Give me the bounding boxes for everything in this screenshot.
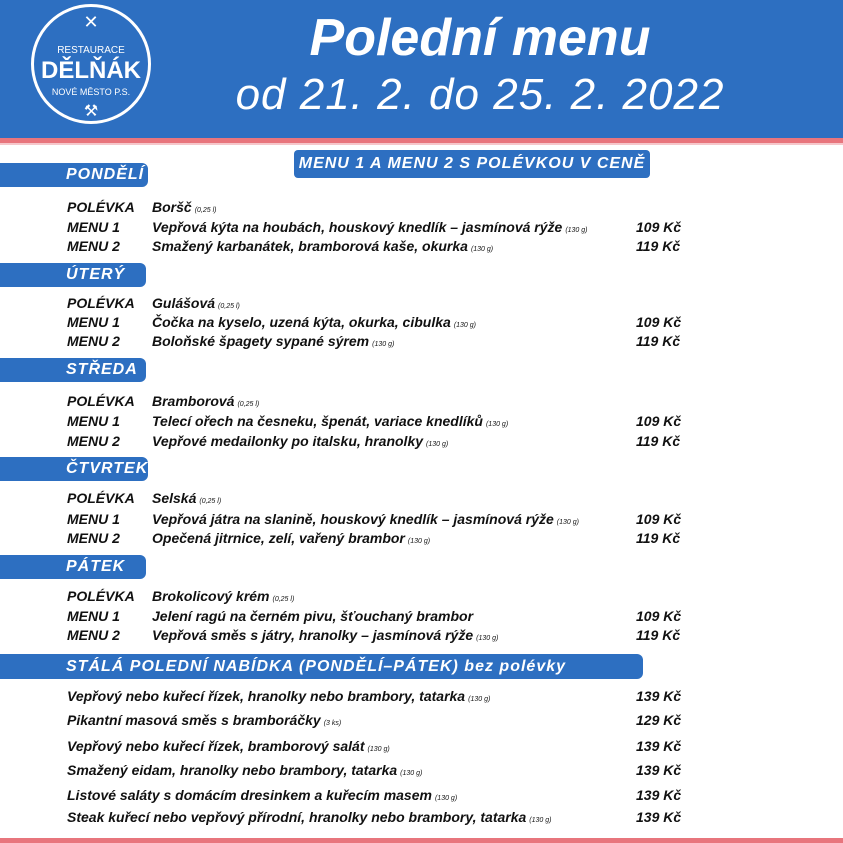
date-range: od 21. 2. do 25. 2. 2022 (235, 70, 725, 119)
day-tag-patek: PÁTEK (0, 555, 146, 579)
dish-name: Vepřový nebo kuřecí řízek, bramborový salát (67, 738, 365, 754)
row-label: POLÉVKA (67, 490, 135, 506)
row-label: POLÉVKA (67, 588, 135, 604)
dish-name: Opečená jitrnice, zelí, vařený brambor (152, 530, 405, 546)
fixed-price: 139 Kč (636, 762, 682, 778)
row-price: 109 Kč (636, 511, 682, 527)
menu-row-1 (0, 606, 843, 626)
dish-name: Smažený karbanátek, bramborová kaše, okurka (152, 238, 468, 254)
fixed-item (0, 710, 843, 730)
dish-name: Boloňské špagety sypané sýrem (152, 333, 370, 349)
dish-qty: (130 g) (476, 635, 499, 642)
crossed-hammers-icon: ⚒ (83, 103, 99, 120)
row-label: MENU 1 (67, 314, 120, 330)
dish-qty: (130 g) (400, 770, 423, 777)
dish-qty: (130 g) (485, 421, 509, 428)
page-title: Polední menu (309, 9, 651, 67)
menu-row-1 (0, 217, 843, 237)
row-label: MENU 1 (67, 413, 120, 429)
row-label: MENU 2 (67, 238, 120, 254)
menu-row-1 (0, 509, 843, 529)
fixed-dish (67, 710, 341, 734)
fixed-item (0, 760, 843, 780)
row-price: 119 Kč (636, 530, 681, 546)
logo-line-3: NOVÉ MĚSTO P.S. (51, 87, 131, 97)
combo-note-banner: MENU 1 A MENU 2 S POLÉVKOU V CENĚ (294, 150, 650, 178)
day-tag-ctvrtek: ČTVRTEK (0, 457, 148, 481)
logo-name: DĚLŇÁK (41, 57, 141, 84)
dish-qty: (130 g) (468, 696, 491, 703)
fixed-dish (67, 785, 457, 809)
menu-row-2 (0, 331, 843, 351)
fixed-price: 139 Kč (636, 738, 682, 754)
fixed-dish (67, 760, 422, 784)
dish-qty: (130 g) (453, 322, 476, 329)
fixed-price: 139 Kč (636, 809, 682, 825)
dish-qty: (130 g) (372, 341, 395, 348)
dish-name: Selská (152, 490, 197, 506)
fixed-item (0, 785, 843, 805)
day-tag-utery: ÚTERÝ (0, 263, 146, 287)
dish-qty: (130 g) (367, 746, 390, 753)
row-price: 109 Kč (636, 219, 682, 235)
footer-divider (0, 838, 843, 843)
menu-row-1 (0, 312, 843, 332)
dish-qty: (0,25 l) (199, 498, 222, 505)
dish-qty: (130 g) (565, 227, 588, 234)
row-price: 119 Kč (636, 238, 681, 254)
dish-qty: (3 ks) (323, 720, 342, 727)
fixed-offer-header: STÁLÁ POLEDNÍ NABÍDKA (PONDĚLÍ–PÁTEK) bez polévky (0, 654, 643, 679)
dish-name: Gulášová (152, 295, 216, 311)
fixed-price: 139 Kč (636, 688, 682, 704)
dish-qty: (130 g) (556, 519, 579, 526)
dish-name: Jelení ragú na černém pivu, šťouchaný brambor (152, 608, 474, 624)
menu-row-soup (0, 293, 843, 313)
dish-name: Bramborová (152, 393, 235, 409)
fixed-price: 139 Kč (636, 787, 682, 803)
row-dish (152, 528, 430, 552)
dish-name: Smažený eidam, hranolky nebo brambory, tatarka (67, 762, 398, 778)
menu-row-soup (0, 197, 843, 217)
fixed-dish (67, 686, 490, 710)
fixed-item (0, 807, 843, 827)
dish-name: Vepřové medailonky po italsku, hranolky (152, 433, 424, 449)
row-label: MENU 1 (67, 511, 120, 527)
row-dish (152, 625, 498, 649)
day-tag-pondeli: PONDĚLÍ (0, 163, 148, 187)
row-dish (152, 431, 448, 455)
menu-row-2 (0, 236, 843, 256)
dish-qty: (0,25 l) (194, 207, 217, 214)
row-price: 109 Kč (636, 413, 682, 429)
dish-name: Vepřový nebo kuřecí řízek, hranolky nebo brambory, tatarka (67, 688, 466, 704)
row-price: 109 Kč (636, 608, 682, 624)
dish-name: Brokolicový krém (152, 588, 270, 604)
menu-row-soup (0, 586, 843, 606)
menu-row-2 (0, 528, 843, 548)
row-dish (152, 236, 493, 260)
menu-row-2 (0, 431, 843, 451)
fixed-price: 129 Kč (636, 712, 682, 728)
header-divider-light (0, 143, 843, 145)
logo-line-1: RESTAURACE (57, 45, 125, 56)
menu-row-soup (0, 391, 843, 411)
dish-qty: (130 g) (426, 441, 449, 448)
fixed-dish (67, 736, 390, 760)
row-label: MENU 1 (67, 608, 120, 624)
dish-name: Vepřová směs s játry, hranolky – jasmínová rýže (152, 627, 474, 643)
menu-row-soup (0, 488, 843, 508)
day-tag-streda: STŘEDA (0, 358, 146, 382)
row-label: MENU 2 (67, 333, 120, 349)
fixed-item (0, 686, 843, 706)
row-label: POLÉVKA (67, 393, 135, 409)
dish-qty: (0,25 l) (237, 401, 260, 408)
menu-row-2 (0, 625, 843, 645)
dish-name: Vepřová játra na slanině, houskový knedlík – jasmínová rýže (152, 511, 554, 527)
crossed-cutlery-icon: ✕ (83, 12, 99, 32)
row-label: MENU 2 (67, 530, 120, 546)
dish-name: Čočka na kyselo, uzená kýta, okurka, cibulka (152, 314, 451, 330)
menu-row-1 (0, 411, 843, 431)
row-label: POLÉVKA (67, 295, 135, 311)
dish-qty: (130 g) (529, 817, 552, 824)
row-price: 119 Kč (636, 433, 681, 449)
dish-name: Telecí ořech na česneku, špenát, variace knedlíků (152, 413, 483, 429)
dish-name: Listové saláty s domácím dresinkem a kuřecím masem (67, 787, 432, 803)
row-label: MENU 1 (67, 219, 120, 235)
fixed-item (0, 736, 843, 756)
row-label: MENU 2 (67, 627, 120, 643)
dish-qty: (0,25 l) (218, 303, 240, 310)
dish-qty: (130 g) (434, 795, 458, 802)
fixed-dish (67, 807, 551, 831)
row-price: 109 Kč (636, 314, 682, 330)
dish-name: Vepřová kýta na houbách, houskový knedlík – jasmínová rýže (152, 219, 563, 235)
dish-name: Pikantní masová směs s bramboráčky (67, 712, 321, 728)
row-label: MENU 2 (67, 433, 120, 449)
row-dish (152, 331, 394, 355)
dish-qty: (130 g) (407, 538, 431, 545)
restaurant-logo (31, 4, 151, 124)
dish-name: Boršč (152, 199, 192, 215)
dish-qty: (0,25 l) (272, 596, 295, 603)
dish-name: Steak kuřecí nebo vepřový přírodní, hranolky nebo brambory, tatarka (67, 809, 527, 825)
row-label: POLÉVKA (67, 199, 135, 215)
dish-qty: (130 g) (470, 246, 494, 253)
row-price: 119 Kč (636, 333, 681, 349)
row-price: 119 Kč (636, 627, 681, 643)
